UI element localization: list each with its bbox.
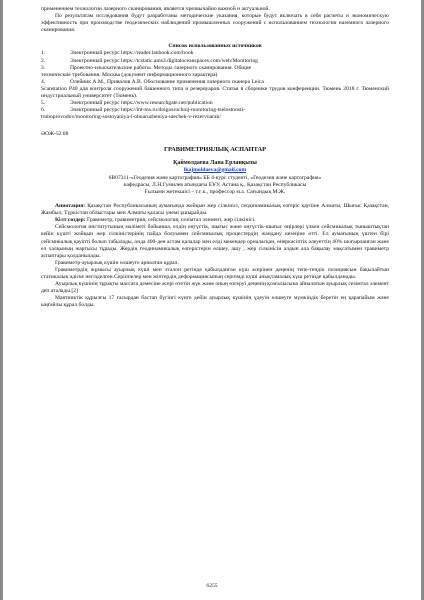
reference-number: 3. [41,64,46,71]
reference-text: Электронный ресурс https://reader.lanbook.com/book [70,50,194,57]
reference-text: Электронный ресурс https://tcstatic.ams3.digitaloceanspaces.com/web/Monitoring [70,57,258,64]
annotation [41,203,389,217]
body-paragraph-1: Сейсмология институтының мәліметі бойынша, елдің оңтүстік, шығыс және оңтүстік-шығыс өңірлері үлкен сейсмикалық тыныштықтан кейін күшті жойқын жер сілкіністерінің пайда болуымен сейсмикалық процестердің жандану кезеңіне өтті. Ел аумағының үштен бірі сейсмикалық қауіпті болып табылады, онда 400-ден астам қалалар мен елді мекендер орналасқан, өнеркәсіптік әлеуеттің 40% шоғырланған және ел халқының жартысы тұрады. Жердің геодинамикалық өзгерістерін өлшеу, ашу , жер сілкінісін алдын ала бақылау мақсатымен гравиметр аспаптары қолданылады. [41,224,389,259]
references-list [41,50,389,121]
keywords-text: Гравиметр, гравиметрия, сейсмология, сезімтал элемент, жер сілкінісі. [85,217,256,224]
affiliation [41,175,389,196]
reference-number: 4. [41,78,46,85]
keywords-label: Кілт сөздер: [55,217,86,224]
reference-number: 5. [41,100,46,107]
reference-text: Олейник А.М., Привалов А.В. Обоснование применения лазерного сканера Leica [70,78,264,85]
reference-item [41,58,389,65]
author-name: Қаймолдаева Лана Ерланқызы [173,159,257,166]
reference-continuation: технические требования. Москва (документ информационного характера) [41,71,218,78]
affiliation-line: Ғылыми жетекшісі – т.ғ.к., профессор м.а. Сағындық М.Ж. [144,188,286,195]
reference-item [41,107,389,114]
reference-text: Электронный ресурс https://int-ms.ru/dolgosrochnij-monitoring-tselostnosti- [70,107,245,114]
document-page [3,0,421,600]
author-email-link[interactable]: lkajmoldaeva@gmail.com [183,166,247,173]
annotation-label: Аннотация: [55,203,86,210]
reference-continuation: truboprovodov/monitoring-sostoyaniya-i-obnaruzheniya-utechek-v-rezervuarah/ [41,114,221,121]
udc-code: ӘОЖ-52.08 [41,131,69,138]
reference-item [41,65,389,72]
reference-number: 6. [41,107,46,114]
body-paragraph-2: Гравиметр-ауырлық күшін өлшеуге арналған құрал. [55,259,179,266]
reference-text: Проектно-изыскательские работы. Методы лазерного сканирования. Общие [70,64,252,71]
article-title: ГРАВИМЕТРИЯЛЫҚ АСПАПТАР [163,145,267,153]
body-paragraph-5: Маятниктік құрылғы 17 ғасырдан бастап бүгінгі күнге дейін ауырлық күшінің үдеуін өлшеуге мүмкіндік беретін ең қарапайым және ыңғайлы құрал болды. [41,295,389,309]
annotation-text: Қазақстан Республикасының аумағында жойқын жер сілкінісі, геодинамикалық өзгеріс қаупіне Алматы, Шығыс Қазақстан, Жамбыл, Түркістан облыстары мен Алматы қаласы үнемі ұшырайды. [41,203,389,217]
reference-item [41,50,389,57]
affiliation-line: 6В07311-«Геодезия және картография» ББ 4-курс студенті, «Геодезия және картография» [108,174,322,181]
reference-number: 1. [41,50,46,57]
body-paragraph-4: Ауырлық күшінің тұрақты массаға демесіне әсері өтетін жүк және оның өзгеруі деңенің қозғалысына айналатын ауырлық сезімтал элемент деп аталады.[2] [41,281,389,295]
reference-text: Электронный ресурс https://www.researchgate.net/publication [70,100,213,107]
affiliation-line: кафедрасы, Л.Н.Гумилев атындағы ЕҰУ, Астана қ., Қазақстан Республикасы [123,181,307,188]
references-heading: Список использованных источников [168,43,262,50]
reference-continuation: Scanstation P40 для контроля сооружений башенного типа и резервуаров. Статья в сборнике трудов конференции. Тюмень 2018 г. Тюменский индустриальный университет (Тюмень). [41,85,389,100]
reference-item [41,79,389,86]
page-number: 6255 [206,582,218,589]
reference-number: 2. [41,57,46,64]
intro-paragraph-2: По результатам исследования будут разработаны методические указания, которые будут включать в себя расчеты и экономическую эффективность при производстве геодезических наблюдений промышленных сооружений с использованием технологии наземного лазерного сканирования. [41,13,389,34]
intro-paragraph-1: применением технологии лазерного сканирования, является чрезвычайно важной и актуальной. [41,6,270,12]
body-paragraph-3: Гравиметрдің жұмысы ауырлық күші мен эталон ретінде қабылданған күш әсерінен деңенің тепе-теңдік позициясын бақылайтын статикалық әдіске негізделген.Серіппелер мен жіптердің деформациясының серпімді күші анықтамалық күш ретінде қабылданады. [41,266,389,280]
